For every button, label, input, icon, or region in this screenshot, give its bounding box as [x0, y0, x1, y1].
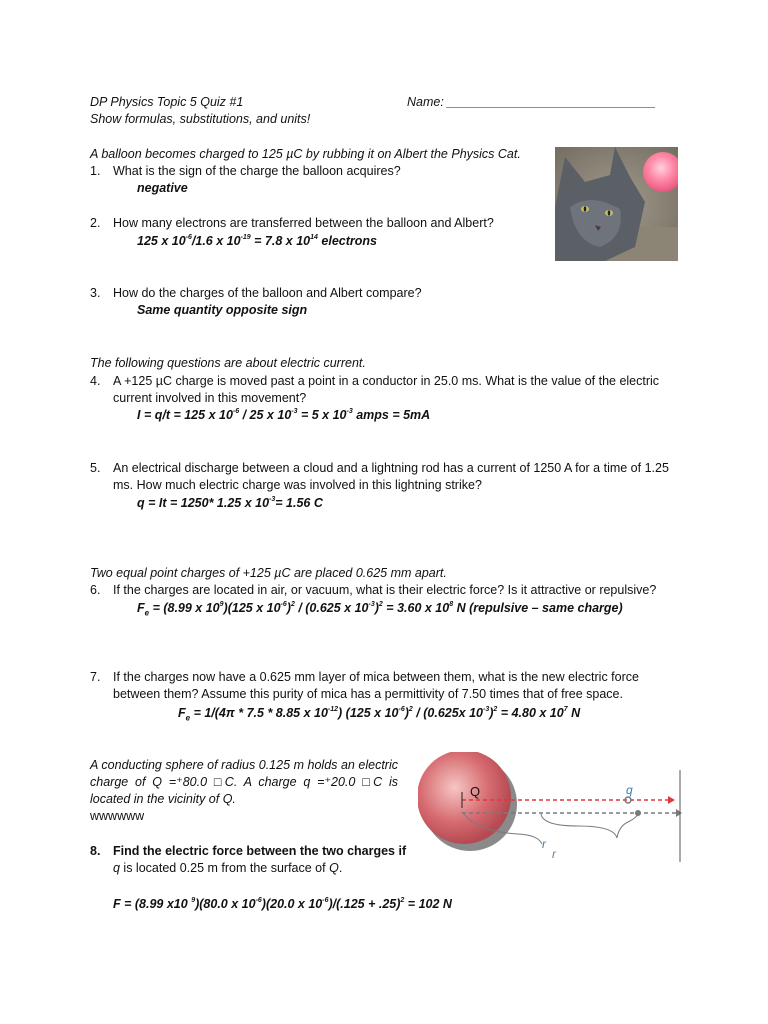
question-number: 1.	[90, 164, 101, 178]
answer-3: Same quantity opposite sign	[137, 303, 308, 317]
section-intro-balloon: A balloon becomes charged to 125 µC by rubbing it on Albert the Physics Cat.	[90, 147, 521, 161]
question-text: If the charges now have a 0.625 mm layer of mica between them, what is the new electric force between them? Assume this purity of mica has a permittivity of 7.50 times that of free space.	[113, 670, 639, 701]
answer-8: F = (8.99 x10 $^9$)(80.0 x $10^{-6})(20.0$ x $10^{-6})/(.125 + .25)^2 = 102$ N	[113, 896, 452, 911]
question-text: A +125 µC charge is moved past a point in a conductor in 25.0 ms. What is the value of the electric current involved in this movement?	[113, 374, 660, 405]
question-text: Find the electric force between the two charges if	[113, 844, 407, 858]
label-r-1: r	[542, 837, 546, 851]
quiz-title: DP Physics Topic 5 Quiz #1	[90, 95, 244, 109]
answer-4: I = q/t = 125 x $10^{-6} / 25$ x $10^{-3} = 5$ x $10^{-3}$ amps = 5mA	[137, 407, 431, 422]
section-intro-sphere: A conducting sphere of radius 0.125 m holds an electric charge of Q =⁺80.0 □C. A charge q =⁺20.0 □C is located in the vicinity of Q.	[90, 758, 398, 806]
question-number: 5.	[90, 461, 101, 475]
answer-1: negative	[137, 181, 188, 195]
charged-sphere	[418, 752, 511, 844]
answer-6: $F_e = (8.99$ x $10^9)(125$ x $10^{-6})^2 / (0.625$ x $10^{-3})^2 = 3.60$ x $10^8$ N (repulsive – same charge)	[137, 600, 623, 618]
instructions: Show formulas, substitutions, and units!	[90, 112, 311, 126]
question-number: 6.	[90, 583, 101, 597]
section-intro-point-charges: Two equal point charges of +125 µC are placed 0.625 mm apart.	[90, 566, 447, 580]
stray-text: wwwwww	[90, 809, 145, 823]
question-text: How do the charges of the balloon and Albert compare?	[113, 286, 422, 300]
question-text: If the charges are located in air, or vacuum, what is their electric force? Is it attractive or repulsive?	[113, 583, 657, 597]
answer-5: q = It = 1250* 1.25 x $10^{-3}= 1.56$ C	[137, 495, 323, 510]
name-field-label: Name: ______________________________	[407, 95, 656, 109]
question-text: How many electrons are transferred between the balloon and Albert?	[113, 216, 494, 230]
sphere-charge-diagram	[418, 752, 682, 864]
label-q: q	[626, 783, 633, 797]
answer-7: $F_e = 1/(4\pi * 7.5 * 8.85$ x $10^{-12}$) (125 x $10^{-6})^2 / (0.625x$ $10^{-3})^2 = 4.80$ x $10^7$ N	[178, 705, 581, 723]
question-number: 2.	[90, 216, 101, 230]
axis-red-arrow	[668, 796, 675, 804]
answer-2: 125 x $10^{-6}/1.6$ x $10^{-19} = 7.8$ x $10^{14}$ electrons	[137, 233, 377, 248]
question-number: 3.	[90, 286, 101, 300]
cat-with-balloon-photo	[555, 147, 678, 261]
question-8-continued: q is located 0.25 m from the surface of Q.	[113, 861, 343, 875]
question-number: 8.	[90, 844, 101, 858]
test-charge-q2	[635, 810, 641, 816]
label-r-2: r	[552, 847, 556, 861]
axis-grey-arrow	[676, 809, 682, 817]
label-Q: Q	[470, 784, 481, 799]
question-text: What is the sign of the charge the balloon acquires?	[113, 164, 401, 178]
question-text: An electrical discharge between a cloud and a lightning rod has a current of 1250 A for a time of 1.25 ms. How much electric charge was involved in this lightning strike?	[113, 461, 669, 492]
question-number: 7.	[90, 670, 101, 684]
section-intro-current: The following questions are about electric current.	[90, 356, 366, 370]
question-number: 4.	[90, 374, 101, 388]
